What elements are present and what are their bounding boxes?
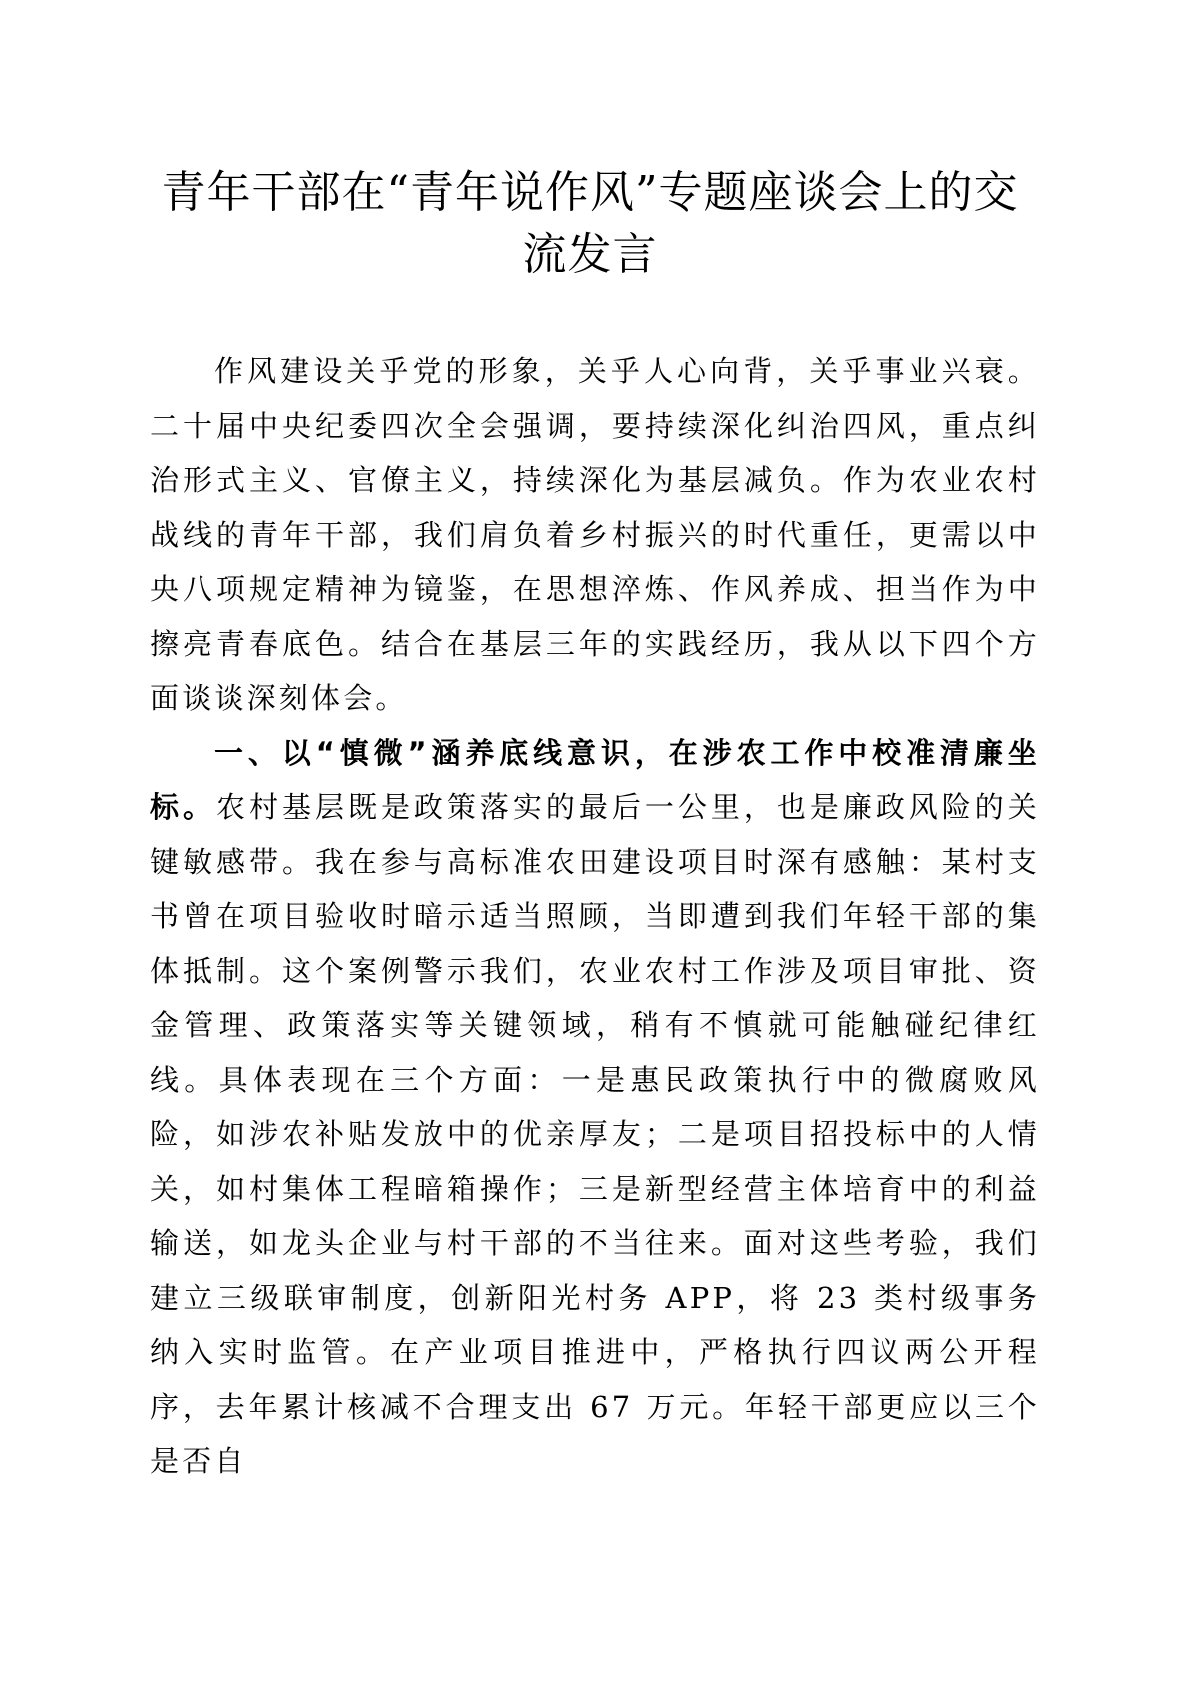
section-1-body: 农村基层既是政策落实的最后一公里，也是廉政风险的关键敏感带。我在参与高标准农田建设项目时深有感触：某村支书曾在项目验收时暗示适当照顾，当即遭到我们年轻干部的集体抵制。这个案例警示我们，农业农村工作涉及项目审批、资金管理、政策落实等关键领域，稍有不慎就可能触碰纪律红线。具体表现在三个方面：一是惠民政策执行中的微腐败风险，如涉农补贴发放中的优亲厚友；二是项目招投标中的人情关，如村集体工程暗箱操作；三是新型经营主体培育中的利益输送，如龙头企业与村干部的不当往来。面对这些考验，我们建立三级联审制度，创新阳光村务 APP，将 23 类村级事务纳入实时监管。在产业项目推进中，严格执行四议两公开程序，去年累计核减不合理支出 67 万元。年轻干部更应以三个是否自 bbox=[150, 790, 1040, 1478]
section-1-paragraph bbox=[150, 726, 1040, 1489]
document-title: 青年干部在“青年说作风”专题座谈会上的交流发言 bbox=[161, 167, 1019, 280]
document-body bbox=[150, 344, 1040, 1489]
intro-paragraph: 作风建设关乎党的形象，关乎人心向背，关乎事业兴衰。二十届中央纪委四次全会强调，要持续深化纠治四风，重点纠治形式主义、官僚主义，持续深化为基层减负。作为农业农村战线的青年干部，我们肩负着乡村振兴的时代重任，更需以中央八项规定精神为镜鉴，在思想淬炼、作风养成、担当作为中擦亮青春底色。结合在基层三年的实践经历，我从以下四个方面谈谈深刻体会。 bbox=[150, 354, 1040, 715]
section-1-heading: 一、以“慎微”涵养底线意识，在涉农工作中校准清廉坐标。 bbox=[150, 735, 1040, 824]
